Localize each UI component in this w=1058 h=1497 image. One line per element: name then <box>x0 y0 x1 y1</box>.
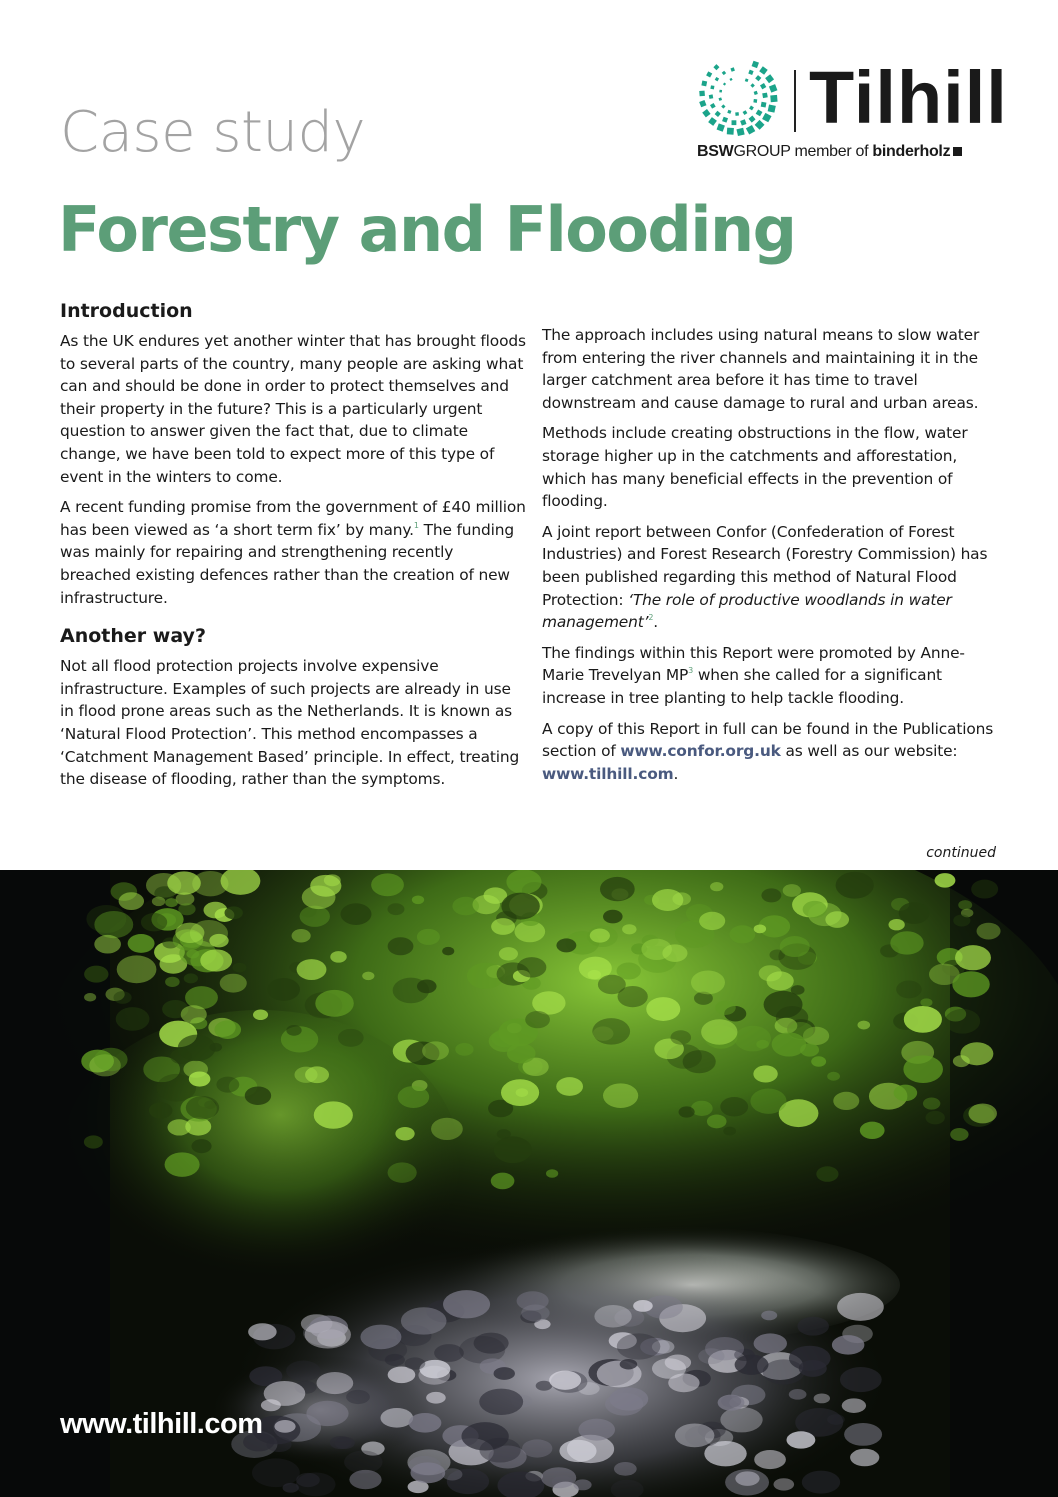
rock <box>479 1389 523 1415</box>
leaf <box>652 889 683 911</box>
logo-square <box>761 102 767 108</box>
leaf <box>113 991 131 1004</box>
logo-square <box>760 83 766 89</box>
leaf <box>590 929 610 943</box>
leaf <box>600 877 635 901</box>
tilhill-logo <box>697 40 1008 160</box>
rock <box>549 1371 581 1390</box>
rock <box>426 1392 446 1404</box>
leaf <box>119 892 144 910</box>
logo-square <box>740 119 746 125</box>
leaf <box>452 897 479 916</box>
leaf <box>953 914 970 926</box>
rock <box>675 1424 715 1448</box>
leaf <box>491 1173 515 1190</box>
leaf <box>186 1096 219 1119</box>
leaf <box>338 1029 364 1047</box>
leaf <box>811 1056 826 1066</box>
leaf <box>670 1030 691 1044</box>
intro-paragraph-1: As the UK endures yet another winter that has brought floods to several parts of the country, many people are asking what can and should be done in order to protect themselves and their property in the future? This is a particularly urgent question to answer given the fact that, due to climate change, we have been told to expect more of this type of event in the winters to come. <box>60 332 526 486</box>
logo-square <box>768 104 776 112</box>
confor-link[interactable]: www.confor.org.uk <box>620 742 781 761</box>
leaf <box>754 925 766 934</box>
logo-square <box>730 67 734 71</box>
intro-paragraph-2 <box>60 496 526 609</box>
rock <box>252 1458 300 1487</box>
rock <box>380 1408 413 1428</box>
leaf <box>955 945 991 970</box>
leaf <box>388 1162 417 1182</box>
leaf <box>117 955 157 983</box>
logo-square <box>723 83 726 86</box>
logo-square <box>721 104 725 108</box>
tagline-group: GROUP <box>733 143 791 160</box>
leaf <box>780 936 810 957</box>
leaf <box>734 1026 771 1052</box>
leaf <box>94 935 121 954</box>
leaf <box>904 1006 942 1033</box>
rock <box>837 1293 884 1321</box>
leaf <box>894 1085 918 1102</box>
intro-p2-text: A recent funding promise from the government of £40 million has been viewed as ‘a short term fix’ by many. <box>60 498 526 539</box>
rock <box>409 1413 442 1433</box>
rock <box>274 1420 295 1433</box>
leaf <box>371 873 404 896</box>
logo-square <box>718 97 722 101</box>
leaf <box>683 1050 716 1073</box>
left-column <box>60 298 526 799</box>
leaf <box>422 1041 449 1060</box>
leaf <box>94 1048 127 1071</box>
rock <box>461 1422 508 1450</box>
leaf <box>556 1077 583 1096</box>
leaf <box>710 882 723 891</box>
leaf <box>761 888 781 902</box>
leaf <box>455 1043 473 1056</box>
logo-square <box>699 91 705 97</box>
logo-square <box>765 74 774 83</box>
leaf <box>84 993 96 1001</box>
rock <box>442 1468 462 1480</box>
leaf <box>827 1072 840 1081</box>
rock <box>410 1462 445 1483</box>
leaf <box>398 1086 429 1108</box>
p5-text: A copy of this Report in full can be found in the Publications section of <box>542 719 994 761</box>
leaf <box>920 998 932 1006</box>
rock <box>633 1300 653 1312</box>
logo-square <box>762 113 771 122</box>
leaf <box>977 923 1001 940</box>
leaf <box>662 944 687 962</box>
logo-square <box>701 81 707 87</box>
rock <box>330 1436 352 1449</box>
leaf <box>860 1122 885 1139</box>
rock <box>609 1387 648 1410</box>
footer-website-url[interactable]: www.tilhill.com <box>60 1408 263 1440</box>
leaf <box>506 870 541 894</box>
leaf <box>186 950 199 959</box>
leaf <box>896 980 922 998</box>
footnote-2[interactable]: 2 <box>648 613 654 623</box>
leaf <box>499 947 518 960</box>
logo-square <box>710 103 716 109</box>
leaf <box>935 873 956 888</box>
rock <box>360 1325 401 1350</box>
logo-square <box>727 128 734 135</box>
p5-mid: as well as our website: <box>780 742 958 761</box>
logo-square <box>706 71 712 77</box>
rock <box>264 1381 306 1406</box>
leaf <box>184 973 198 983</box>
rock <box>349 1470 381 1489</box>
leaf <box>923 1097 940 1109</box>
leaf <box>286 1025 301 1036</box>
leaf <box>888 919 904 930</box>
rock <box>814 1393 830 1403</box>
leaf <box>720 1097 748 1117</box>
logo-square <box>748 70 753 75</box>
leaf <box>141 913 167 931</box>
leaf <box>388 937 414 955</box>
leaf <box>204 902 228 919</box>
river-photo-illustration <box>0 870 1058 1497</box>
rock <box>617 1333 661 1359</box>
leaf <box>302 885 336 909</box>
leaf <box>833 1092 859 1110</box>
another-paragraph-1: Not all flood protection projects involve expensive infrastructure. Examples of such projects are already in use in flood prone areas such as the Netherlands. It is known as ‘Natural Flood Protection’. This method encompasses a ‘Catchment Management Based’ principle. In effect, treating the disease of flooding, rather than the symptoms. <box>60 657 520 789</box>
leaf <box>497 1129 511 1139</box>
right-paragraph-1: The approach includes using natural means to slow water from entering the river channels and maintaining it in the larger catchment area before it has time to travel downstream and cause damage to rural and urban areas. <box>542 326 980 412</box>
page-title: Forestry and Flooding <box>58 193 796 266</box>
leaf <box>341 903 372 925</box>
leaf <box>525 1011 550 1028</box>
report-title: ‘The role of productive woodlands in water management’ <box>542 590 952 632</box>
rock <box>286 1361 321 1382</box>
leaf <box>395 1127 414 1141</box>
leaf <box>950 1128 968 1141</box>
heading-introduction: Introduction <box>60 300 193 322</box>
rock <box>754 1333 787 1353</box>
leaf <box>707 1115 727 1129</box>
rock <box>802 1471 840 1494</box>
leaf <box>603 910 623 924</box>
tilhill-link[interactable]: www.tilhill.com <box>542 764 674 783</box>
rock <box>614 1462 637 1476</box>
leaf <box>175 923 204 943</box>
leaf <box>952 971 989 997</box>
logo-square <box>702 109 710 117</box>
leaf <box>753 1065 777 1082</box>
leaf <box>324 874 341 886</box>
leaf <box>715 1001 736 1015</box>
rock <box>842 1398 866 1413</box>
rock <box>754 1450 786 1469</box>
page-kicker: Case study <box>60 100 366 165</box>
leaf <box>267 978 300 1001</box>
leaf <box>899 902 930 924</box>
logo-square <box>756 109 763 116</box>
leaf <box>167 871 201 894</box>
right-paragraph-4 <box>542 642 1002 710</box>
leaf <box>788 1022 814 1040</box>
logo-square <box>754 91 758 95</box>
tagline-bsw: BSW <box>697 143 734 160</box>
logo-square <box>719 90 722 93</box>
leaf <box>603 1083 638 1108</box>
rock <box>844 1423 882 1446</box>
heading-another-way: Another way? <box>60 625 206 648</box>
leaf <box>783 884 801 897</box>
rock <box>306 1401 348 1426</box>
leaf <box>622 924 636 934</box>
dark-left-edge <box>0 870 110 1497</box>
leaf <box>617 963 641 980</box>
square-icon <box>953 147 962 156</box>
rock <box>346 1390 370 1404</box>
rock <box>832 1335 865 1355</box>
right-paragraph-3 <box>542 521 1002 634</box>
rock <box>761 1311 777 1321</box>
leaf <box>903 1055 943 1083</box>
leaf <box>330 951 346 963</box>
leaf <box>165 1152 200 1177</box>
rock <box>434 1344 464 1362</box>
rock <box>559 1440 596 1462</box>
continued-label: continued <box>926 845 996 861</box>
leaf <box>442 947 454 955</box>
rock <box>248 1323 277 1340</box>
leaf <box>152 897 165 906</box>
rock <box>850 1449 879 1467</box>
leaf <box>245 1086 271 1104</box>
rock <box>522 1439 552 1457</box>
leaf <box>517 957 546 977</box>
logo-square <box>722 71 726 75</box>
logo-square <box>736 128 744 136</box>
p3-text: A joint report between Confor (Confederation of Forest Industries) and Forest Research (Forestry Commission) has been published regarding this method of Natural Flood Protection: <box>542 522 988 609</box>
leaf <box>494 1136 532 1163</box>
rock <box>705 1337 744 1360</box>
rock <box>494 1367 515 1380</box>
rock <box>786 1431 815 1448</box>
leaf <box>679 1106 695 1117</box>
leaf <box>791 985 805 995</box>
logo-tagline <box>697 143 962 161</box>
right-column <box>542 324 1002 793</box>
leaf <box>750 1089 786 1114</box>
rock <box>578 1419 615 1441</box>
leaf <box>546 1169 558 1178</box>
p3-end: . <box>653 613 659 632</box>
river-forest-photo <box>0 870 1058 1497</box>
leaf <box>803 901 827 918</box>
leaf <box>191 1139 211 1153</box>
leaf <box>516 1088 528 1097</box>
leaf <box>165 977 180 987</box>
leaf-ring-logo-icon <box>697 55 779 137</box>
leaf <box>362 972 374 981</box>
intro-p2-rest: The funding was mainly for repairing and strengthening recently breached existing defences rather than the creation of new infrastructure. <box>60 520 514 607</box>
leaf <box>556 938 576 952</box>
rock <box>668 1373 699 1392</box>
footnote-1[interactable]: 1 <box>413 520 419 530</box>
p4-end: when she called for a significant increase in tree planting to help tackle flooding. <box>542 666 942 707</box>
leaf <box>292 929 311 942</box>
leaf <box>968 1103 996 1123</box>
leaf <box>412 895 424 904</box>
logo-square <box>769 84 778 93</box>
leaf <box>836 872 874 899</box>
leaf <box>189 1071 211 1086</box>
leaf <box>501 893 539 920</box>
rock <box>773 1478 794 1490</box>
leaf <box>314 1101 353 1128</box>
logo-square <box>749 106 754 111</box>
logo-square <box>708 117 717 126</box>
logo-square <box>735 112 739 116</box>
leaf <box>699 912 725 930</box>
logo-square <box>727 110 731 114</box>
leaf <box>178 1035 216 1061</box>
rock <box>521 1304 549 1321</box>
leaf <box>816 1166 838 1182</box>
leaf <box>178 903 195 915</box>
leaf <box>305 1066 329 1083</box>
logo-wordmark: Tilhill <box>809 56 1008 139</box>
rock <box>620 1359 637 1369</box>
leaf <box>387 903 404 915</box>
leaf <box>764 991 803 1018</box>
p5-end: . <box>673 764 679 783</box>
leaf <box>701 1019 737 1044</box>
leaf <box>94 911 133 938</box>
rock <box>296 1473 320 1487</box>
rock <box>718 1395 745 1411</box>
leaf <box>200 949 232 971</box>
rock <box>474 1333 509 1354</box>
leaf <box>149 1102 173 1118</box>
leaf <box>315 990 354 1017</box>
rock <box>305 1321 351 1349</box>
leaf <box>857 1021 870 1030</box>
logo-square <box>753 99 757 103</box>
rock <box>317 1372 354 1394</box>
logo-square <box>715 111 721 117</box>
logo-square <box>759 66 768 75</box>
leaf <box>431 1118 463 1140</box>
logo-square <box>729 78 732 81</box>
logo-square <box>749 116 756 123</box>
leaf <box>185 986 218 1009</box>
leaf <box>592 1018 630 1044</box>
leaf <box>181 1005 207 1023</box>
rock <box>735 1355 769 1375</box>
rock <box>541 1467 576 1488</box>
leaf <box>971 880 998 899</box>
logo-square <box>762 93 768 99</box>
rock <box>797 1317 829 1336</box>
leaf <box>759 965 782 981</box>
rock <box>405 1357 426 1369</box>
leaf <box>253 1009 268 1020</box>
logo-square <box>709 94 713 98</box>
leaf <box>233 963 247 973</box>
rock <box>665 1355 691 1371</box>
leaf <box>417 979 437 993</box>
leaf <box>300 906 330 927</box>
leaf <box>417 929 440 945</box>
leaf <box>214 1020 241 1039</box>
leaf <box>216 1077 239 1093</box>
tagline-member: member of <box>790 143 873 160</box>
logo-square <box>743 110 748 115</box>
leaf <box>84 1135 103 1148</box>
logo-square <box>715 77 719 81</box>
tagline-partner: binderholz <box>872 143 951 160</box>
logo-square <box>699 100 706 107</box>
leaf <box>723 1127 736 1136</box>
logo-divider <box>794 70 796 132</box>
logo-square <box>755 75 761 81</box>
leaf <box>220 974 247 993</box>
leaf <box>729 925 755 943</box>
rock <box>573 1479 591 1490</box>
leaf <box>224 906 242 919</box>
logo-square <box>717 123 725 131</box>
logo-square <box>770 95 777 102</box>
rock <box>443 1290 490 1318</box>
rock <box>725 1469 769 1495</box>
logo-square <box>746 125 755 134</box>
right-paragraph-5 <box>542 718 1002 786</box>
leaf <box>84 966 108 983</box>
leaf <box>507 1043 536 1063</box>
logo-square <box>750 83 754 87</box>
rock <box>594 1305 631 1327</box>
rock <box>720 1407 762 1432</box>
logo-square <box>710 85 714 89</box>
leaf <box>890 931 923 954</box>
p4-text: The findings within this Report were promoted by Anne-Marie Trevelyan MP <box>542 643 965 685</box>
footnote-3[interactable]: 3 <box>688 666 694 676</box>
leaf <box>945 1009 980 1034</box>
leaf <box>958 900 972 910</box>
rock <box>789 1346 831 1371</box>
leaf <box>646 997 680 1021</box>
logo-square <box>755 120 765 130</box>
leaf <box>116 1007 150 1031</box>
logo-square <box>745 78 749 82</box>
rock <box>401 1307 447 1334</box>
right-paragraph-2: Methods include creating obstructions in the flow, water storage higher up in the catchments and afforestation, which has many beneficial effects in the prevention of flooding. <box>542 424 968 511</box>
rock <box>840 1367 882 1392</box>
leaf <box>491 918 515 935</box>
logo-square <box>752 61 759 68</box>
leaf <box>128 934 155 953</box>
leaf <box>165 898 178 907</box>
logo-square <box>713 64 719 70</box>
logo-square <box>722 117 728 123</box>
leaf <box>297 959 327 980</box>
leaf <box>691 970 725 994</box>
leaf <box>960 1042 993 1065</box>
leaf <box>168 1119 191 1135</box>
logo-square <box>732 120 737 125</box>
rock <box>789 1389 807 1400</box>
leaf <box>926 1111 945 1125</box>
